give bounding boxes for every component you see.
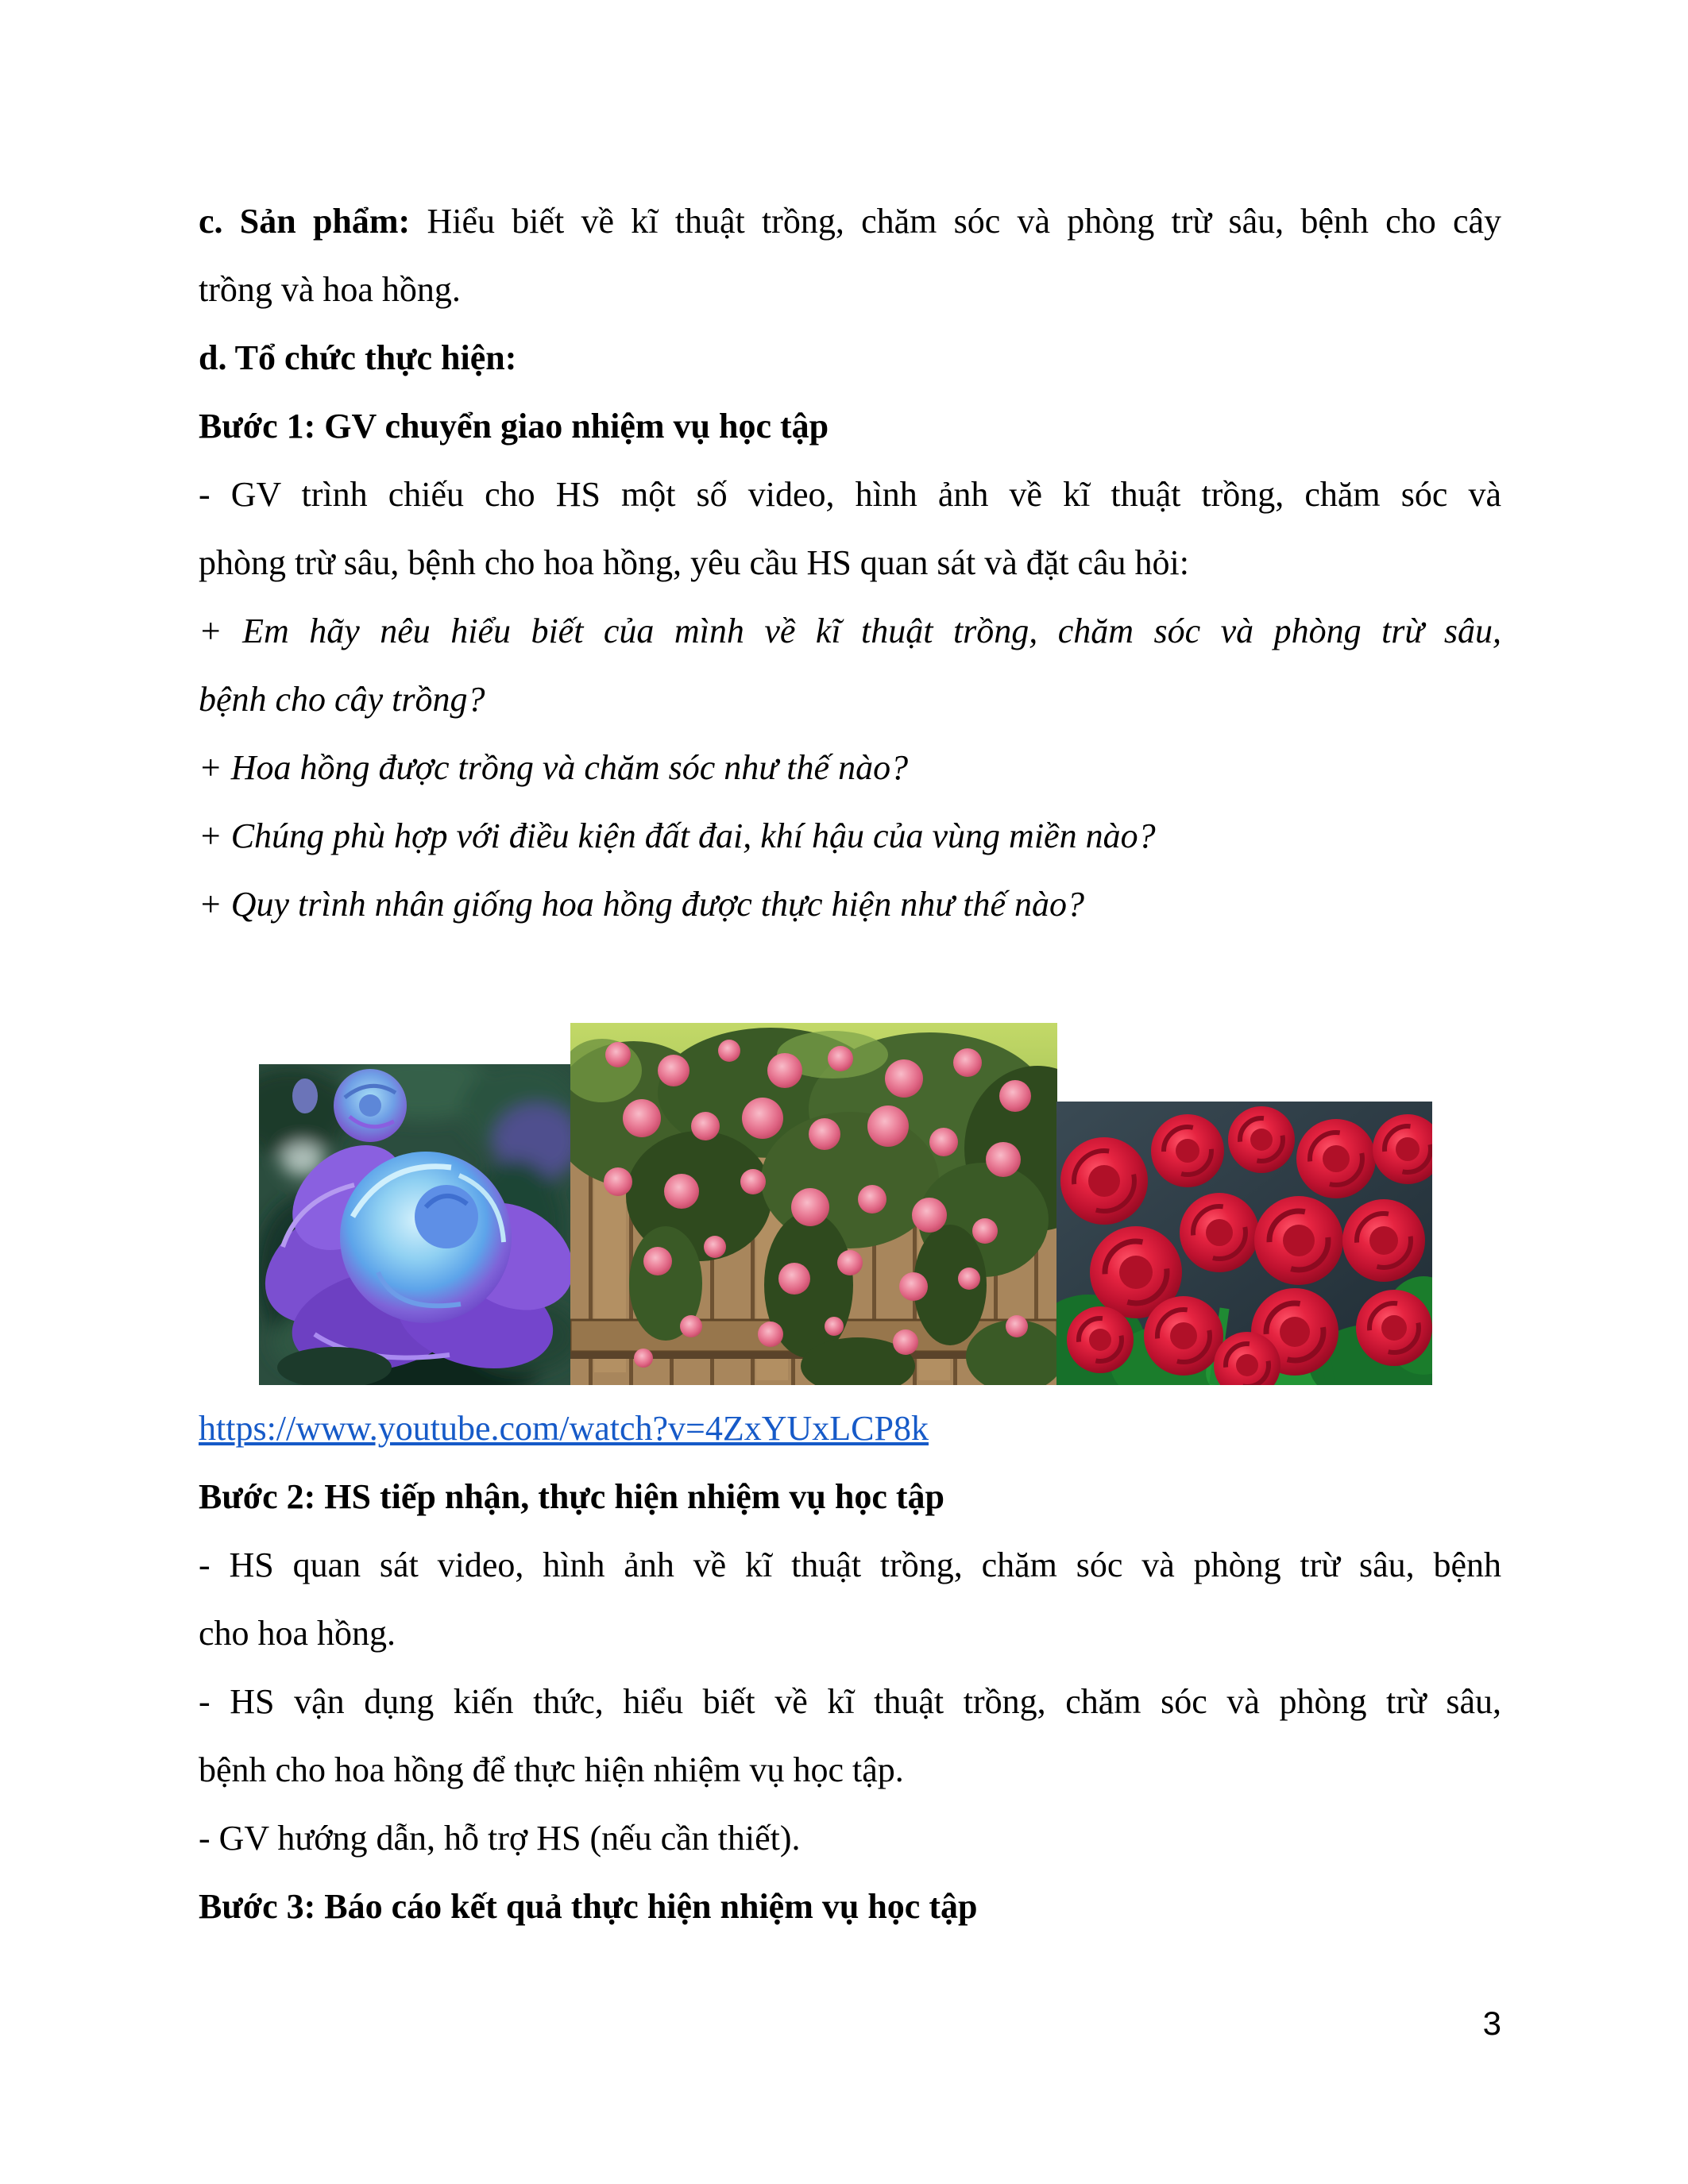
- text-san-pham: Hiểu biết về kĩ thuật trồng, chăm sóc và phòng trừ sâu, bệnh cho cây: [410, 202, 1502, 241]
- line-to-chuc-thuc-hien: [199, 335, 1501, 381]
- line-gv-trinh-chieu-2: [199, 540, 1501, 586]
- youtube-link[interactable]: https://www.youtube.com/watch?v=4ZxYUxLCP8k: [199, 1409, 929, 1448]
- line-hs-van-dung-1: [199, 1679, 1501, 1725]
- line-c-san-pham: [199, 199, 1501, 245]
- line-gv-huong-dan: [199, 1815, 1501, 1862]
- line-youtube-link: [199, 1406, 1501, 1452]
- text-gv-huong-dan: - GV hướng dẫn, hỗ trợ HS (nếu cần thiết).: [199, 1819, 801, 1858]
- line-buoc-3: [199, 1884, 1501, 1930]
- text-gv-trinh-chieu-2: phòng trừ sâu, bệnh cho hoa hồng, yêu cầu HS quan sát và đặt câu hỏi:: [199, 543, 1189, 582]
- line-buoc-1: [199, 403, 1501, 450]
- text-question-4: + Quy trình nhân giống hoa hồng được thực hiện như thế nào?: [199, 885, 1085, 924]
- line-question-2: [199, 745, 1501, 791]
- line-question-1b: [199, 677, 1501, 723]
- red-roses: [1060, 1106, 1432, 1385]
- line-question-3: [199, 813, 1501, 859]
- text-hs-quan-sat-1: - HS quan sát video, hình ảnh về kĩ thuật trồng, chăm sóc và phòng trừ sâu, bệnh: [199, 1545, 1501, 1584]
- text-trong-va-hoa-hong: trồng và hoa hồng.: [199, 270, 461, 309]
- rose-red-bouquet-illustration: [1056, 1102, 1432, 1385]
- line-hs-quan-sat-2: [199, 1611, 1501, 1657]
- line-trong-va-hoa-hong: [199, 267, 1501, 313]
- label-san-pham: c. Sản phẩm:: [199, 202, 411, 241]
- text-question-1a: + Em hãy nêu hiểu biết của mình về kĩ thuật trồng, chăm sóc và phòng trừ sâu,: [199, 612, 1501, 650]
- rose-red-bouquet-image: [1056, 1102, 1432, 1385]
- line-gv-trinh-chieu-1: [199, 472, 1501, 518]
- rose-blue-image: [259, 1064, 570, 1385]
- text-gv-trinh-chieu-1: - GV trình chiếu cho HS một số video, hình ảnh về kĩ thuật trồng, chăm sóc và: [199, 475, 1501, 514]
- heading-buoc-2: Bước 2: HS tiếp nhận, thực hiện nhiệm vụ học tập: [199, 1477, 944, 1516]
- text-hs-van-dung-2: bệnh cho hoa hồng để thực hiện nhiệm vụ học tập.: [199, 1750, 904, 1789]
- text-question-1b: bệnh cho cây trồng?: [199, 680, 485, 719]
- text-hs-quan-sat-2: cho hoa hồng.: [199, 1614, 396, 1653]
- rose-blue-illustration: [259, 1064, 570, 1385]
- line-hs-van-dung-2: [199, 1747, 1501, 1793]
- text-question-2: + Hoa hồng được trồng và chăm sóc như thế nào?: [199, 748, 909, 787]
- page-number: 3: [1482, 2005, 1501, 2042]
- line-question-1a: [199, 608, 1501, 654]
- heading-buoc-3: Bước 3: Báo cáo kết quả thực hiện nhiệm vụ học tập: [199, 1887, 978, 1926]
- text-hs-van-dung-1: - HS vận dụng kiến thức, hiểu biết về kĩ thuật trồng, chăm sóc và phòng trừ sâu,: [199, 1682, 1501, 1721]
- rose-pink-fence-illustration: [570, 1023, 1057, 1385]
- line-buoc-2: [199, 1474, 1501, 1520]
- line-question-4: [199, 882, 1501, 928]
- heading-buoc-1: Bước 1: GV chuyển giao nhiệm vụ học tập: [199, 407, 829, 446]
- text-question-3: + Chúng phù hợp với điều kiện đất đai, khí hậu của vùng miền nào?: [199, 816, 1156, 855]
- line-hs-quan-sat-1: [199, 1542, 1501, 1588]
- rose-pink-fence-image: [570, 1023, 1057, 1385]
- heading-to-chuc: d. Tổ chức thực hiện:: [199, 338, 517, 377]
